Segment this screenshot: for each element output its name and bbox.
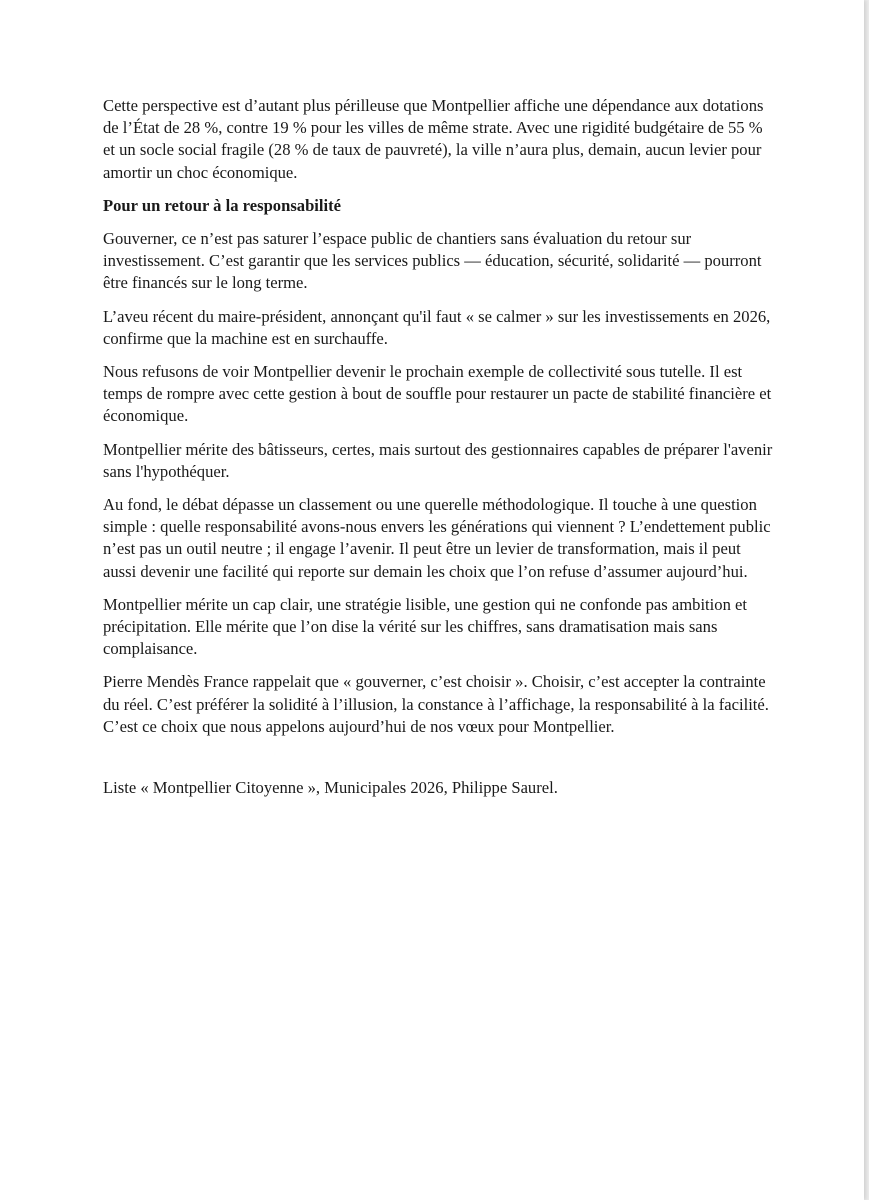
paragraph-5: Au fond, le débat dépasse un classement ou une querelle méthodologique. Il touche à une question simple : quelle responsabilité avons-nous envers les générations qui viennent ? L’endettement public n’est pas un outil neutre ; il engage l’avenir. Il peut être un levier de transformation, mais il peut aussi devenir une facilité qui reporte sur demain les choix que l’on refuse d’assumer aujourd’hui. xyxy=(103,495,771,581)
paragraph-intro: Cette perspective est d’autant plus périlleuse que Montpellier affiche une dépendance aux dotations de l’État de 28 %, contre 19 % pour les villes de même strate. Avec une rigidité budgétaire de 55 % et un socle social fragile (28 % de taux de pauvreté), la ville n’aura plus, demain, aucun levier pour amortir un choc économique. xyxy=(103,96,764,182)
paragraph-7: Pierre Mendès France rappelait que « gouverner, c’est choisir ». Choisir, c’est accepter la contrainte du réel. C’est préférer la solidité à l’illusion, la constance à l’affichage, la responsabilité à la facilité. C’est ce choix que nous appelons aujourd’hui de nos vœux pour Montpellier. xyxy=(103,672,769,736)
paragraph-2: L’aveu récent du maire-président, annonçant qu'il faut « se calmer » sur les investissements en 2026, confirme que la machine est en surchauffe. xyxy=(103,306,771,348)
paragraph-6: Montpellier mérite un cap clair, une stratégie lisible, une gestion qui ne confonde pas ambition et précipitation. Elle mérite que l’on dise la vérité sur les chiffres, sans dramatisation mais sans complaisance. xyxy=(103,594,747,659)
paragraph-3: Nous refusons de voir Montpellier devenir le prochain exemple de collectivité sous tutelle. Il est temps de rompre avec cette gestion à bout de souffle pour restaurer un pacte de stabilité financière et économique. xyxy=(103,362,772,426)
document-body xyxy=(103,95,773,810)
paragraph-4: Montpellier mérite des bâtisseurs, certes, mais surtout des gestionnaires capables de préparer l'avenir sans l'hypothéquer. xyxy=(103,439,773,481)
section-heading: Pour un retour à la responsabilité xyxy=(103,195,342,215)
paragraph-1: Gouverner, ce n’est pas saturer l’espace public de chantiers sans évaluation du retour sur investissement. C’est garantir que les services publics — éducation, sécurité, solidarité — pourront être financés sur le long terme. xyxy=(103,229,762,293)
signature: Liste « Montpellier Citoyenne », Municipales 2026, Philippe Saurel. xyxy=(103,778,558,798)
